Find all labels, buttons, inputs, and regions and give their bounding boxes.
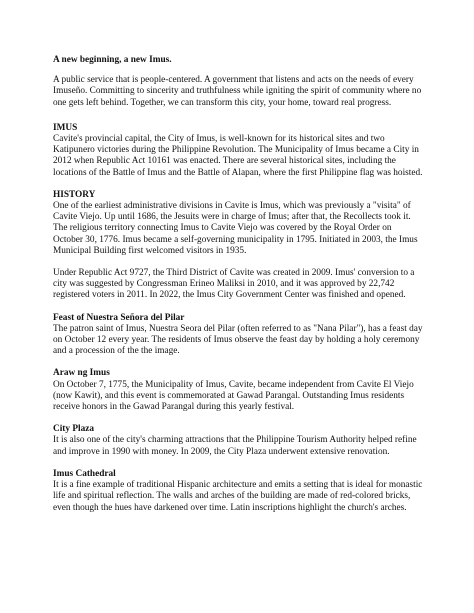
section-heading: IMUS xyxy=(53,122,78,133)
section-heading: Feast of Nuestra Señora del Pilar xyxy=(53,312,185,323)
section-imus xyxy=(53,123,423,179)
section-paragraph: It is also one of the city's charming attractions that the Philippine Tourism Authority helped refine and improve in 1990 with money. In 2009, the City Plaza underwent extensive renovation. xyxy=(53,435,417,457)
section-paragraph: Under Republic Act 9727, the Third District of Cavite was created in 2009. Imus' conversion to a city was suggested by Congressman Erineo Maliksi in 2010, and it was approved by 22,742 registered voters in 2011. In 2022, the Imus City Government Center was finished and opened. xyxy=(53,268,415,301)
section-city-plaza xyxy=(53,424,423,458)
section-paragraph: On October 7, 1775, the Municipality of Imus, Cavite, became independent from Cavite El Viejo (now Kawit), and this event is commemorated at Gawad Parangal. Outstanding Imus residents receive honors in the Gawad Parangal during this yearly festival. xyxy=(53,379,414,413)
section-heading: HISTORY xyxy=(53,189,96,200)
section-history xyxy=(53,190,423,302)
document-body xyxy=(53,55,423,525)
section-paragraph: The patron saint of Imus, Nuestra Seora del Pilar (often referred to as "Nana Pilar"), has a feast day on October 12 every year. The residents of Imus observe the feast day by holding a holy ceremony and a procession of the the image. xyxy=(53,323,423,357)
section-paragraph: Cavite's provincial capital, the City of Imus, is well-known for its historical sites and two Katipunero victories during the Philippine Revolution. The Municipality of Imus became a City in 2012 when Republic Act 10161 was enacted. There are several historical sites, including the locations of the Battle of Imus and the Battle of Alapan, where the first Philippine flag was hoisted. xyxy=(53,134,423,178)
document-title: A new beginning, a new Imus. xyxy=(53,55,172,65)
section-heading: Imus Cathedral xyxy=(53,468,116,479)
section-paragraph: One of the earliest administrative divisions in Cavite is Imus, which was previously a "visita" of Cavite Viejo. Up until 1686, the Jesuits were in charge of Imus; after that, the Recollects took it. The religious territory connecting Imus to Cavite Viejo was covered by the Royal Order on October 30, 1776. Imus became a self-governing municipality in 1795. Initiated in 2003, the Imus Municipal Building first welcomed visitors in 1935. xyxy=(53,201,418,256)
intro-paragraph: A public service that is people-centered. A government that listens and acts on the needs of every Imuseño. Committing to sincerity and truthfulness while igniting the spirit of community where no one gets left behind. Together, we can transform this city, your home, toward real progress. xyxy=(53,75,422,108)
section-feast xyxy=(53,313,423,358)
section-paragraph: It is a fine example of traditional Hispanic architecture and emits a setting that is ideal for monastic life and spiritual reflection. The walls and arches of the building are made of red-colored bricks, even though the hues have darkened over time. Latin inscriptions highlight the church's arches. xyxy=(53,480,423,513)
section-heading: Araw ng Imus xyxy=(53,368,110,379)
section-araw-ng-imus xyxy=(53,368,423,413)
section-imus-cathedral xyxy=(53,469,423,514)
section-heading: City Plaza xyxy=(53,424,95,435)
